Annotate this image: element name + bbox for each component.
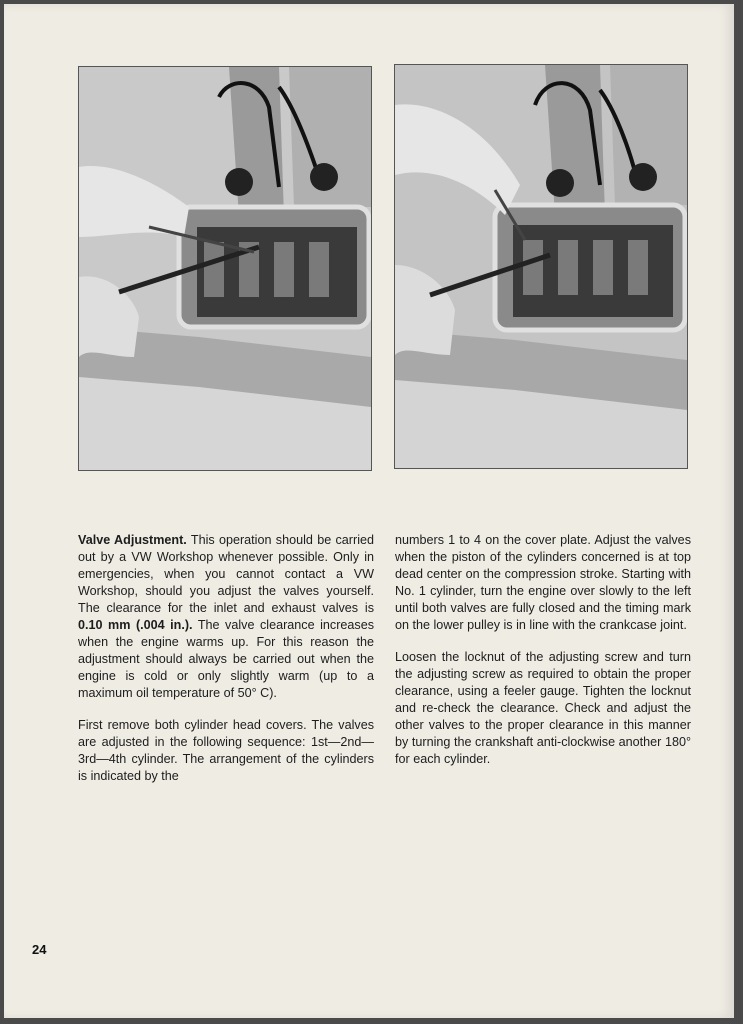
text-column-left — [78, 532, 374, 800]
manual-page — [4, 4, 734, 1018]
paragraph-text: The valve clearance increases when the engine warms up. For this reason the adjustment should always be carried out when the engine is cold or only slightly warm (up to a maximum oil temperature of 50° C). — [78, 618, 374, 700]
page-number: 24 — [32, 942, 47, 957]
section-heading: Valve Adjustment. — [78, 533, 187, 547]
paragraph-text: This operation should be carried out by a VW Workshop whenever possible. Only in emergencies, when you cannot contact a VW Workshop, should you adjust the valves yourself. The clearance for the inlet and exhaust valves is — [78, 533, 374, 615]
paragraph-adjusting-screw: Loosen the locknut of the adjusting screw and turn the adjusting screw as required to obtain the proper clearance, using a feeler gauge. Tighten the locknut and re-check the clearance. Check and adjust the other valves to the proper clearance in this manner by turning the crankshaft anti-clockwise another 180° for each cylinder. — [395, 650, 691, 766]
text-column-right — [395, 532, 691, 783]
clearance-value: 0.10 mm (.004 in.). — [78, 618, 193, 632]
paragraph-cylinder-numbers: numbers 1 to 4 on the cover plate. Adjust the valves when the piston of the cylinders concerned is at top dead center on the compression stroke. Starting with No. 1 cylinder, turn the engine over slowly to the left until both valves are fully closed and the timing mark on the lower pulley is in line with the crankcase joint. — [395, 533, 691, 632]
valve-adjustment-photo-left — [78, 66, 372, 471]
paragraph-sequence: First remove both cylinder head covers. The valves are adjusted in the following sequence: 1st—2nd—3rd—4th cylinder. The arrangement of the cylinders is indicated by the — [78, 718, 374, 783]
paragraph-valve-adjustment — [78, 532, 374, 702]
valve-adjustment-photo-right — [394, 64, 688, 469]
